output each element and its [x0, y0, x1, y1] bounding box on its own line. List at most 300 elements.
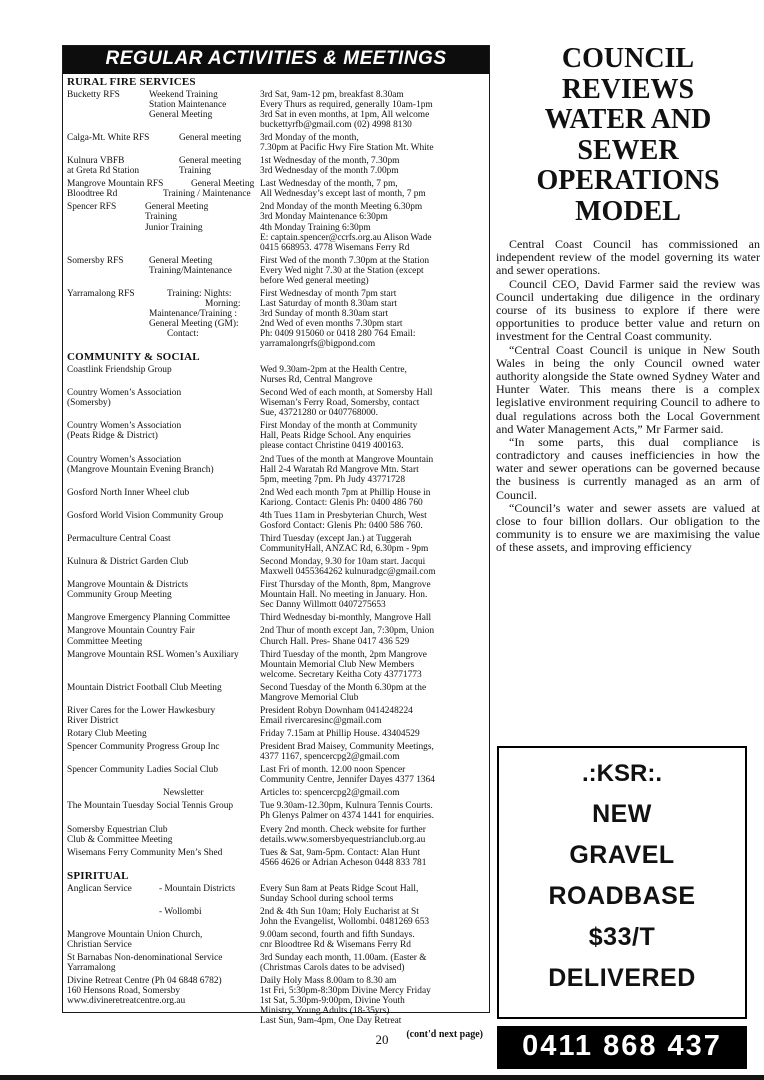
org-line: [67, 930, 260, 940]
org-line: [67, 996, 260, 1006]
organisation-cell: [67, 256, 260, 286]
org-text: Mangrove Mountain Country Fair: [67, 626, 195, 637]
detail-line: All Wednesday’s except last of month, 7 pm: [260, 189, 426, 200]
details-cell: [260, 706, 484, 726]
activity-row: [67, 534, 484, 554]
details-cell: [260, 742, 484, 762]
detail-line: 1st Fri, 5:30pm-8:30pm Divine Mercy Friday: [260, 986, 431, 997]
org-text: www.divineretreatcentre.org.au: [67, 996, 186, 1007]
organisation-cell: [67, 90, 260, 130]
detail-line: 2nd Monday of the month Meeting 6.30pm: [260, 202, 423, 213]
detail-line: Mangrove Memorial Club: [260, 692, 359, 703]
detail-line: 2nd Thur of month except Jan, 7:30pm, Union: [260, 626, 435, 637]
detail-line: 2nd Wed of even months 7.30pm start: [260, 319, 403, 330]
organisation-cell: [67, 825, 260, 845]
org-line: [67, 976, 260, 986]
detail-line: buckettyrfb@gmail.com (02) 4998 8130: [260, 119, 412, 130]
detail-line: Third Wednesday bi-monthly, Mangrove Hall: [260, 613, 432, 624]
org-text: Divine Retreat Centre (Ph 04 6848 6782): [67, 976, 222, 987]
org-text: River Cares for the Lower Hawkesbury: [67, 705, 216, 716]
activity-row: [67, 613, 484, 623]
detail-line: 7.30pm at Pacific Hwy Fire Station Mt. White: [260, 143, 434, 154]
org-line: [67, 825, 260, 835]
org-line: [67, 557, 260, 567]
details-cell: [260, 557, 484, 577]
org-line: General Meeting: [149, 109, 213, 120]
detail-line: please contact Christine 0419 400163.: [260, 441, 404, 452]
detail-line: Last Fri of month. 12.00 noon Spencer: [260, 765, 406, 776]
org-text: Kulnura & District Garden Club: [67, 557, 189, 568]
detail-line: Church Hall. Pres- Shane 0417 436 529: [260, 636, 410, 647]
org-text: Yarramalong: [67, 962, 116, 973]
org-text: River District: [67, 715, 119, 726]
detail-line: 2nd & 4th Sun 10am; Holy Eucharist at St: [260, 906, 419, 917]
org-line: [67, 156, 260, 166]
org-line: [67, 511, 260, 521]
organisation-cell: [67, 729, 260, 739]
page-bottom-edge: [0, 1075, 764, 1080]
org-text: Mountain District Football Club Meeting: [67, 682, 222, 693]
activity-row: [67, 729, 484, 739]
details-cell: [260, 613, 484, 623]
organisation-cell: [67, 626, 260, 646]
activity-row: [67, 488, 484, 508]
details-cell: [260, 848, 484, 868]
org-text: Country Women’s Association: [67, 388, 182, 399]
details-cell: [260, 455, 484, 485]
org-text: Community Group Meeting: [67, 590, 172, 601]
org-text: Spencer RFS: [67, 202, 117, 213]
detail-line: 4377 1167, spencercpg2@gmail.com: [260, 752, 400, 763]
org-line: Morning:: [205, 298, 241, 309]
org-line: [67, 90, 260, 100]
detail-line: CommunityHall, ANZAC Rd, 6.30pm - 9pm: [260, 544, 429, 555]
detail-line: Mountain Hall. No meeting in January. Hon.: [260, 590, 428, 601]
org-line: [67, 986, 260, 996]
activity-row: [67, 156, 484, 176]
org-line: Junior Training: [145, 222, 203, 233]
org-line: [67, 650, 260, 660]
ksr-advert: [497, 746, 747, 1069]
detail-line: (Christmas Carols dates to be advised): [260, 962, 405, 973]
org-text: Rotary Club Meeting: [67, 729, 147, 740]
article-paragraph: “Central Coast Council is unique in New South Wales in being the only Council owned water authority alongside the State owned Sydney Water and Hunter Water. This means there is a complex legislative environment requiring Council to adhere to dual regulations across both the Local Government and Water Management Acts,” Mr Farmer said.: [496, 342, 760, 436]
ad-lines: [499, 800, 745, 993]
org-text: Country Women’s Association: [67, 454, 182, 465]
org-text: Club & Committee Meeting: [67, 834, 173, 845]
org-text: Committee Meeting: [67, 636, 143, 647]
detail-line: 3rd Sat, 9am-12 pm, breakfast 8.30am: [260, 89, 404, 100]
org-line: - Wollombi: [159, 906, 202, 917]
activity-row: [67, 289, 484, 349]
org-line: [67, 166, 260, 176]
org-text: Gosford North Inner Wheel club: [67, 487, 190, 498]
detail-line: before Wed general meeting): [260, 275, 369, 286]
detail-line: President Robyn Downham 0414248224: [260, 705, 413, 716]
details-cell: [260, 825, 484, 845]
organisation-cell: [67, 534, 260, 554]
activities-rows: [63, 74, 489, 1029]
activity-row: [67, 202, 484, 252]
activity-row: [67, 706, 484, 726]
activity-row: [67, 365, 484, 385]
details-cell: [260, 256, 484, 286]
org-line: [67, 580, 260, 590]
details-cell: [260, 930, 484, 950]
org-line: [67, 637, 260, 647]
detail-line: details.www.somersbyequestrianclub.org.au: [260, 834, 426, 845]
detail-line: Second Monday, 9.30 for 10am start. Jacqui: [260, 557, 426, 568]
organisation-cell: [67, 930, 260, 950]
org-line: [67, 189, 260, 199]
detail-line: Articles to: spencercpg2@gmail.com: [260, 788, 400, 799]
details-cell: [260, 90, 484, 130]
detail-line: Every Sun 8am at Peats Ridge Scout Hall,: [260, 883, 419, 894]
detail-line: Sec Danny Willmott 0407275653: [260, 600, 386, 611]
org-text: Spencer Community Ladies Social Club: [67, 765, 219, 776]
org-line: Newsletter: [163, 788, 204, 799]
detail-line: 2nd Tues of the month at Mangrove Mountain: [260, 454, 434, 465]
org-text: Mangrove Emergency Planning Committee: [67, 613, 231, 624]
org-text: Coastlink Friendship Group: [67, 365, 172, 376]
activity-row: [67, 765, 484, 785]
activities-panel: [62, 45, 490, 1041]
detail-line: 3rd Sunday of month 8.30am start: [260, 309, 389, 320]
activity-row: [67, 976, 484, 1026]
detail-line: Every Thurs as required, generally 10am-1pm: [260, 99, 433, 110]
details-cell: [260, 953, 484, 973]
org-line: [67, 884, 260, 894]
headline-line: REVIEWS: [561, 73, 695, 105]
ad-brand: .:KSR:.: [582, 760, 662, 787]
organisation-cell: [67, 706, 260, 726]
detail-line: Every 2nd month. Check website for further: [260, 824, 426, 835]
article-paragraph: Council CEO, David Farmer said the review was Council undertaking due diligence in the ordinary course of its business to explore if there were opportunities to produce better value and return on investment for the Central Coast community.: [496, 276, 760, 344]
activity-row: [67, 884, 484, 904]
org-text: Bucketty RFS: [67, 89, 120, 100]
org-line: [67, 835, 260, 845]
activity-row: [67, 179, 484, 199]
activity-row: [67, 825, 484, 845]
org-text: Mangrove Mountain & Districts: [67, 580, 189, 591]
org-line: Training: [145, 212, 177, 223]
organisation-cell: [67, 133, 260, 153]
org-line: [67, 534, 260, 544]
detail-line: 3rd Monday of the month,: [260, 133, 359, 144]
activity-row: [67, 626, 484, 646]
ad-line: GRAVEL: [569, 841, 675, 869]
organisation-cell: [67, 511, 260, 531]
ad-phone-number: 0411 868 437: [522, 1030, 722, 1062]
detail-line: 0415 668953. 4778 Wisemans Ferry Rd: [260, 242, 410, 253]
org-line: [67, 398, 260, 408]
headline-line: OPERATIONS: [536, 165, 720, 197]
detail-line: Mountain Memorial Club New Members: [260, 659, 415, 670]
org-subtext: General meeting: [179, 156, 242, 167]
org-text: Anglican Service: [67, 883, 132, 894]
org-text: Mangrove Mountain Union Church,: [67, 929, 203, 940]
org-line: [67, 465, 260, 475]
org-text: Mangrove Mountain RFS: [67, 179, 164, 190]
details-cell: [260, 534, 484, 554]
org-line: Training/Maintenance: [149, 265, 232, 276]
headline-line: WATER AND: [544, 104, 712, 136]
org-subtext: General Meeting: [149, 255, 213, 266]
ad-line: NEW: [592, 800, 652, 828]
organisation-cell: [67, 848, 260, 868]
org-line: [67, 455, 260, 465]
continued-note: (cont'd next page): [406, 1029, 483, 1041]
organisation-cell: [67, 907, 260, 927]
org-line: [67, 765, 260, 775]
organisation-cell: [67, 289, 260, 349]
org-line: [67, 940, 260, 950]
details-cell: [260, 626, 484, 646]
org-subtext: General Meeting: [191, 179, 255, 190]
detail-line: E: captain.spencer@ccrfs.org.au Alison Wade: [260, 232, 432, 243]
article-paragraph: “Council’s water and sewer assets are valued at close to four billion dollars. Our obligation to the community is to ensure we are maximising the value of these assets, and improving efficiency: [496, 500, 760, 555]
detail-line: Ph: 0409 915060 or 0418 280 764 Email:: [260, 329, 416, 340]
details-cell: [260, 202, 484, 252]
organisation-cell: [67, 421, 260, 451]
org-line: Station Maintenance: [149, 99, 227, 110]
detail-line: Tue 9.30am-12.30pm, Kulnura Tennis Courts.: [260, 801, 433, 812]
detail-line: Nurses Rd, Central Mangrove: [260, 375, 373, 386]
detail-line: Second Tuesday of the Month 6.30pm at the: [260, 682, 427, 693]
detail-line: Hall 2-4 Waratah Rd Mangrove Mtn. Start: [260, 464, 419, 475]
org-line: [67, 179, 260, 189]
organisation-cell: [67, 650, 260, 680]
page-number: 20: [375, 1032, 389, 1047]
details-cell: [260, 289, 484, 349]
organisation-cell: [67, 202, 260, 252]
activity-row: [67, 650, 484, 680]
org-text: Somersby Equestrian Club: [67, 824, 168, 835]
article-headline: [496, 44, 760, 227]
detail-line: 3rd Wednesday of the month 7.00pm: [260, 166, 399, 177]
activity-row: [67, 256, 484, 286]
org-text: 160 Hensons Road, Somersby: [67, 986, 181, 997]
org-line: [67, 590, 260, 600]
detail-line: President Brad Maisey, Community Meetings,: [260, 742, 434, 753]
org-text: (Peats Ridge & District): [67, 431, 158, 442]
org-line: [67, 365, 260, 375]
org-line: [67, 431, 260, 441]
detail-line: 4th Monday Training 6:30pm: [260, 222, 371, 233]
detail-line: 3rd Sunday each month, 11.00am. (Easter &: [260, 952, 427, 963]
organisation-cell: [67, 801, 260, 821]
org-subtext: General meeting: [179, 133, 242, 144]
activity-row: [67, 557, 484, 577]
org-text: Permaculture Central Coast: [67, 533, 171, 544]
activity-row: [67, 801, 484, 821]
detail-line: First Wed of the month 7.30pm at the Station: [260, 255, 430, 266]
org-line: [67, 742, 260, 752]
org-text: Yarramalong RFS: [67, 288, 135, 299]
details-cell: [260, 580, 484, 610]
detail-line: Ministry, Young Adults (18-35yrs): [260, 1006, 390, 1017]
org-line: [67, 729, 260, 739]
section-heading: RURAL FIRE SERVICES: [67, 76, 196, 88]
org-line: [67, 133, 260, 143]
detail-line: Friday 7.15am at Phillip House. 43404529: [260, 729, 420, 740]
detail-line: Second Wed of each month, at Somersby Hall: [260, 388, 433, 399]
org-subtext: - Mountain Districts: [159, 883, 236, 894]
activity-row: [67, 580, 484, 610]
organisation-cell: [67, 388, 260, 418]
org-subtext: Training: [179, 166, 211, 177]
article-paragraph: “In some parts, this dual compliance is contradictory and causes inefficiencies in how the water and sewer operations can be governed because the business is currently managed as an arm of Council.: [496, 434, 760, 502]
organisation-cell: [67, 179, 260, 199]
details-cell: [260, 133, 484, 153]
org-line: [67, 716, 260, 726]
detail-line: 1st Sat, 5.30pm-9:00pm, Divine Youth: [260, 996, 405, 1007]
organisation-cell: [67, 156, 260, 176]
details-cell: [260, 421, 484, 451]
activity-row: [67, 930, 484, 950]
activities-title-bar: [63, 46, 489, 74]
org-line: [67, 626, 260, 636]
headline-line: SEWER: [577, 134, 679, 166]
detail-line: First Monday of the month at Community: [260, 421, 418, 432]
org-line: [67, 848, 260, 858]
org-line: [67, 683, 260, 693]
organisation-cell: [67, 742, 260, 762]
detail-line: Last Saturday of month 8.30am start: [260, 298, 397, 309]
details-cell: [260, 179, 484, 199]
detail-line: yarramalongrfs@bigpond.com: [260, 339, 376, 350]
detail-line: 4th Tues 11am in Presbyterian Church, West: [260, 510, 427, 521]
activities-title: REGULAR ACTIVITIES & MEETINGS: [105, 48, 447, 69]
detail-line: welcome. Secretary Keitha Coty 43771773: [260, 669, 422, 680]
org-line: [67, 289, 260, 299]
activity-row: [67, 848, 484, 868]
detail-line: Maxwell 0455364262 kulnuradgc@gmail.com: [260, 567, 436, 578]
ad-box: [497, 746, 747, 1019]
organisation-cell: [67, 953, 260, 973]
section-heading: COMMUNITY & SOCIAL: [67, 351, 200, 364]
org-text: at Greta Rd Station: [67, 166, 140, 177]
org-text: Gosford World Vision Community Group: [67, 510, 224, 521]
detail-line: Wiseman’s Ferry Road, Somersby, contact: [260, 398, 420, 409]
detail-line: Email rivercaresinc@gmail.com: [260, 715, 382, 726]
org-text: Kulnura VBFB: [67, 156, 125, 167]
detail-line: Last Wednesday of the month, 7 pm,: [260, 179, 398, 190]
organisation-cell: [67, 488, 260, 508]
org-text: Country Women’s Association: [67, 421, 182, 432]
organisation-cell: [67, 976, 260, 1026]
org-text: Wisemans Ferry Community Men’s Shed: [67, 847, 223, 858]
detail-line: Ph Glenys Palmer on 4374 1441 for enquiries.: [260, 811, 434, 822]
detail-line: 3rd Sat in even months, at 1pm, All welcome: [260, 109, 430, 120]
activity-row: [67, 742, 484, 762]
details-cell: [260, 765, 484, 785]
org-text: The Mountain Tuesday Social Tennis Group: [67, 801, 234, 812]
details-cell: [260, 488, 484, 508]
details-cell: [260, 511, 484, 531]
detail-line: 4566 4626 or Adrian Acheson 0448 833 781: [260, 857, 427, 868]
details-cell: [260, 976, 484, 1026]
headline-line: COUNCIL: [561, 43, 695, 74]
details-cell: [260, 788, 484, 798]
activity-row: [67, 788, 484, 798]
organisation-cell: [67, 613, 260, 623]
detail-line: First Wednesday of month 7pm start: [260, 288, 397, 299]
detail-line: Daily Holy Mass 8.00am to 8.30 am: [260, 976, 397, 987]
detail-line: Wed 9.30am-2pm at the Health Centre,: [260, 365, 407, 376]
org-line: [67, 421, 260, 431]
article-paragraph: Central Coast Council has commissioned an independent review of the model governing its water and sewer operations.: [496, 237, 760, 278]
org-text: Mangrove Mountain RSL Women’s Auxiliary: [67, 649, 239, 660]
org-text: St Barnabas Non-denominational Service: [67, 952, 223, 963]
detail-line: Last Sun, 9am-4pm, One Day Retreat: [260, 1016, 402, 1027]
activity-row: [67, 90, 484, 130]
org-text: Spencer Community Progress Group Inc: [67, 742, 220, 753]
org-line: [67, 388, 260, 398]
organisation-cell: [67, 557, 260, 577]
org-text: Calga-Mt. White RFS: [67, 133, 150, 144]
org-line: [67, 963, 260, 973]
activity-row: [67, 133, 484, 153]
org-line: [67, 801, 260, 811]
org-line: [67, 488, 260, 498]
org-line: [67, 706, 260, 716]
org-text: (Somersby): [67, 398, 111, 409]
org-subtext: Weekend Training: [149, 89, 218, 100]
organisation-cell: [67, 455, 260, 485]
details-cell: [260, 388, 484, 418]
detail-line: Every Wed night 7.30 at the Station (except: [260, 265, 424, 276]
details-cell: [260, 683, 484, 703]
org-line: Maintenance/Training :: [149, 309, 237, 320]
activity-row: [67, 907, 484, 927]
detail-line: Sunday School during school terms: [260, 893, 394, 904]
org-line: [67, 256, 260, 266]
headline-line: MODEL: [575, 195, 681, 227]
details-cell: [260, 650, 484, 680]
activity-row: [67, 455, 484, 485]
article-body: [496, 238, 760, 555]
activity-row: [67, 421, 484, 451]
detail-line: First Thursday of the Month, 8pm, Mangrove: [260, 580, 431, 591]
org-text: Christian Service: [67, 939, 132, 950]
organisation-cell: [67, 683, 260, 703]
org-line: [67, 953, 260, 963]
organisation-cell: [67, 884, 260, 904]
details-cell: [260, 729, 484, 739]
detail-line: Kariong. Contact: Glenis Ph: 0400 486 760: [260, 497, 423, 508]
council-article: [496, 44, 760, 555]
detail-line: Tues & Sat, 9am-5pm. Contact: Alan Hunt: [260, 847, 421, 858]
activity-row: [67, 388, 484, 418]
detail-line: Hall, Peats Ridge School. Any enquiries: [260, 431, 411, 442]
activity-row: [67, 953, 484, 973]
detail-line: John the Evangelist, Wollombi. 0481269 653: [260, 916, 430, 927]
section-heading: SPIRITUAL: [67, 869, 129, 882]
detail-line: 5pm, meeting 7pm. Ph Judy 43771728: [260, 474, 406, 485]
activity-row: [67, 683, 484, 703]
org-subtext: Training: Nights:: [167, 288, 232, 299]
org-subtext: Training / Maintenance: [163, 189, 251, 200]
ad-line: $33/T: [588, 923, 656, 951]
ad-line: ROADBASE: [548, 882, 696, 910]
detail-line: Community Centre, Jennifer Dayes 4377 1364: [260, 775, 435, 786]
detail-line: 2nd Wed each month 7pm at Phillip House in: [260, 487, 431, 498]
org-line: [67, 613, 260, 623]
org-text: Somersby RFS: [67, 255, 124, 266]
detail-line: cnr Bloodtree Rd & Wisemans Ferry Rd: [260, 939, 411, 950]
detail-line: 9.00am second, fourth and fifth Sundays.: [260, 929, 415, 940]
